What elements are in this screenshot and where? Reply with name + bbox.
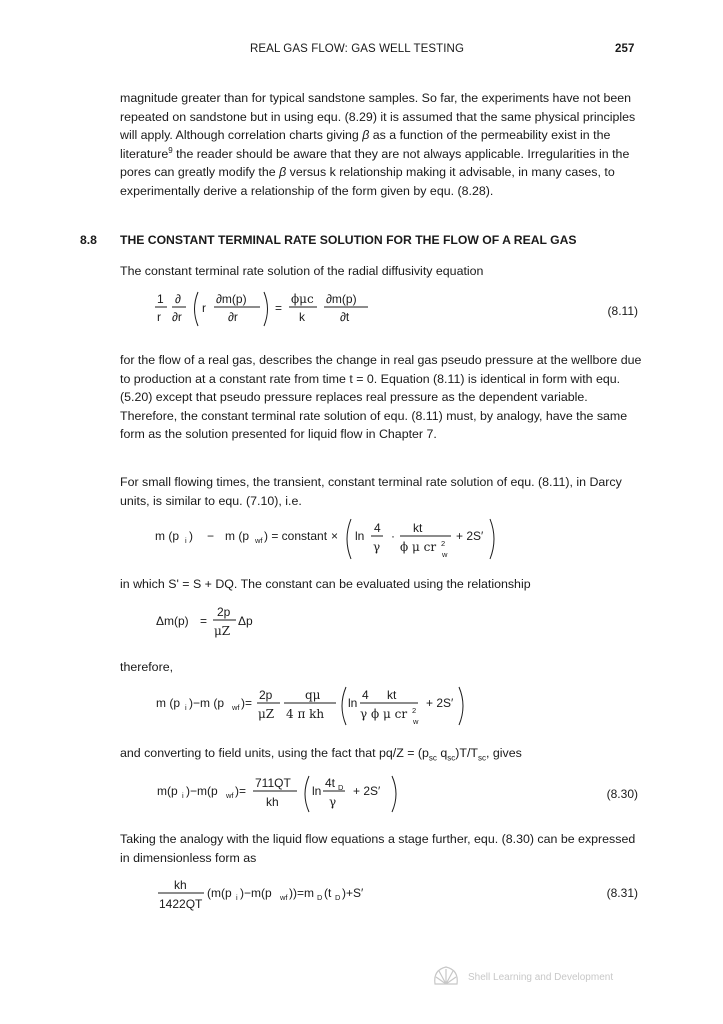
eq-term: (t: [324, 886, 332, 900]
eq-term: ): [189, 529, 193, 543]
eq-subscript: D: [338, 783, 344, 792]
eq-superscript: 2: [412, 706, 417, 715]
running-header-title: REAL GAS FLOW: GAS WELL TESTING: [250, 43, 464, 55]
paragraph-therefore: therefore,: [120, 660, 174, 674]
text-run: the reader should be aware that they are not always applicable. Irregularities in the pores can greatly modify the: [120, 146, 630, 180]
eq-term: 4: [374, 521, 381, 535]
eq-subscript: wf: [280, 893, 288, 902]
eq-subscript: wf: [226, 791, 234, 800]
eq-term: 711QT: [255, 776, 291, 790]
section-title: THE CONSTANT TERMINAL RATE SOLUTION FOR THE FLOW OF A REAL GAS: [120, 233, 577, 247]
eq-subscript: i: [236, 893, 238, 902]
subscript: sc: [428, 753, 437, 763]
eq-term: m (p: [156, 696, 180, 710]
eq-term: ∂m(p): [216, 292, 247, 306]
eq-term: ∂r: [172, 310, 182, 324]
eq-term: 2p: [259, 688, 273, 702]
text-run: and converting to field units, using the fact that pq/Z = (p: [120, 746, 429, 760]
eq-term: ϕ μ cr: [400, 540, 437, 554]
eq-term: μZ: [258, 707, 275, 721]
text-run: magnitude greater than for typical sandstone samples. So far, the experiments have not been repeated on sandstone but in using equ. (8.29) it is assumed that the same physical principles will apply. Although correlation charts giving: [120, 91, 636, 143]
eq-subscript: i: [185, 703, 187, 712]
eq-term: m (p: [225, 529, 249, 543]
eq-term: (m(p: [207, 886, 232, 900]
reference-marker: 9: [168, 145, 173, 155]
eq-term: γ: [329, 795, 337, 809]
section-number: 8.8: [80, 233, 97, 247]
shell-logo-icon: [435, 967, 458, 984]
eq-term: μZ: [214, 624, 231, 638]
eq-subscript: wf: [255, 536, 263, 545]
eq-term: γ ϕ μ cr: [360, 707, 408, 721]
eq-term: ∂m(p): [326, 292, 357, 306]
eq-term: r: [202, 301, 206, 315]
watermark: [432, 964, 642, 988]
text-run: , gives: [485, 746, 522, 760]
eq-term: )−m(p: [240, 886, 272, 900]
eq-subscript: w: [413, 717, 419, 726]
equation-8-31: [158, 872, 408, 916]
eq-term: ∂t: [340, 310, 350, 324]
eq-term: )=: [235, 784, 247, 798]
subscript: sc: [447, 753, 456, 763]
eq-term: )=: [241, 696, 253, 710]
eq-subscript: i: [185, 536, 187, 545]
text-run: q: [436, 746, 448, 760]
eq-term: ϕμc: [291, 292, 314, 306]
eq-term: =: [200, 614, 208, 628]
paragraph-intro: [120, 89, 648, 201]
eq-term: )−m(p: [186, 784, 218, 798]
paragraph-small-times: For small flowing times, the transient, constant terminal rate solution of equ. (8.11), in Darcy units, is similar to equ. (7.10), i.e.: [120, 475, 622, 508]
eq-term: γ: [373, 540, 381, 554]
subscript: sc: [477, 753, 486, 763]
equation-label-8-30: (8.30): [606, 787, 638, 801]
page-number: 257: [615, 43, 635, 55]
eq-term: k: [299, 310, 305, 324]
eq-term: Δp: [238, 614, 253, 628]
eq-term: ))=m: [289, 886, 314, 900]
eq-term: 1: [157, 292, 164, 306]
eq-term: m(p: [157, 784, 178, 798]
eq-term: ) = constant: [264, 529, 328, 543]
eq-term: ln: [355, 529, 365, 543]
eq-term: kh: [174, 878, 187, 892]
paragraph-constant: in which S' = S + DQ. The constant can be evaluated using the relationship: [120, 577, 531, 591]
eq-term: ∂: [175, 292, 181, 306]
eq-term: + 2S′: [426, 696, 454, 710]
paragraph-dimensionless: Taking the analogy with the liquid flow equations a stage further, equ. (8.30) can be expressed in dimensionless form as: [120, 832, 636, 865]
eq-term: r: [157, 310, 161, 324]
eq-superscript: 2: [441, 539, 446, 548]
eq-term: ·: [391, 529, 395, 543]
text-run: )T/T: [455, 746, 478, 760]
equation-8-30: [157, 772, 407, 816]
eq-term: ln: [312, 784, 322, 798]
eq-term: )−m (p: [189, 696, 225, 710]
beta-symbol: β: [362, 128, 370, 143]
eq-subscript: D: [317, 893, 323, 902]
eq-term: ×: [331, 529, 339, 543]
eq-term: )+S′: [342, 886, 364, 900]
equation-transient-darcy: [155, 515, 495, 565]
watermark-text: Shell Learning and Development: [468, 972, 614, 983]
equation-delta-m: [156, 604, 276, 644]
beta-symbol: β: [279, 165, 287, 180]
eq-subscript: i: [182, 791, 184, 800]
eq-term: ∂r: [228, 310, 238, 324]
eq-term: qμ: [305, 688, 321, 702]
eq-term: kt: [387, 688, 397, 702]
text-run: as a function of the permeability exist in the literature: [120, 128, 611, 161]
paragraph-real-gas: for the flow of a real gas, describes the change in real gas pseudo pressure at the wellbore due to production at a constant rate from time t = 0. Equation (8.11) is identical in form with equ. (5.20) except that pseudo pressure replaces real pressure as the dependent variable. Therefore, the constant terminal rate solution of equ. (8.11) must, by analogy, have the same form as the solution presented for liquid flow in Chapter 7.: [120, 353, 642, 442]
eq-term: 4t: [325, 776, 336, 790]
eq-term: 4: [362, 688, 369, 702]
paragraph-diffusivity: The constant terminal rate solution of the radial diffusivity equation: [120, 264, 484, 278]
eq-term: =: [275, 301, 283, 315]
text-run: versus k relationship making it advisable, in many cases, to experimentally derive a relationship of the form given by equ. (8.28).: [120, 165, 615, 198]
equation-therefore: [156, 683, 476, 729]
paragraph-field-units: [120, 744, 648, 768]
eq-term: 2p: [217, 605, 231, 619]
equation-label-8-11: (8.11): [607, 304, 638, 318]
eq-term: 4 π kh: [286, 707, 325, 721]
equation-label-8-31: (8.31): [606, 886, 638, 900]
eq-term: m (p: [155, 529, 179, 543]
equation-8-11: [150, 288, 410, 334]
eq-term: Δm(p): [156, 614, 189, 628]
eq-term: + 2S′: [456, 529, 484, 543]
eq-subscript: wf: [232, 703, 240, 712]
eq-term: ln: [348, 696, 358, 710]
eq-subscript: w: [442, 550, 448, 559]
eq-term: kh: [266, 795, 279, 809]
eq-term: kt: [413, 521, 423, 535]
eq-term: 1422QT: [159, 897, 203, 911]
eq-subscript: D: [335, 893, 341, 902]
eq-term: −: [207, 529, 215, 543]
eq-term: + 2S′: [353, 784, 381, 798]
